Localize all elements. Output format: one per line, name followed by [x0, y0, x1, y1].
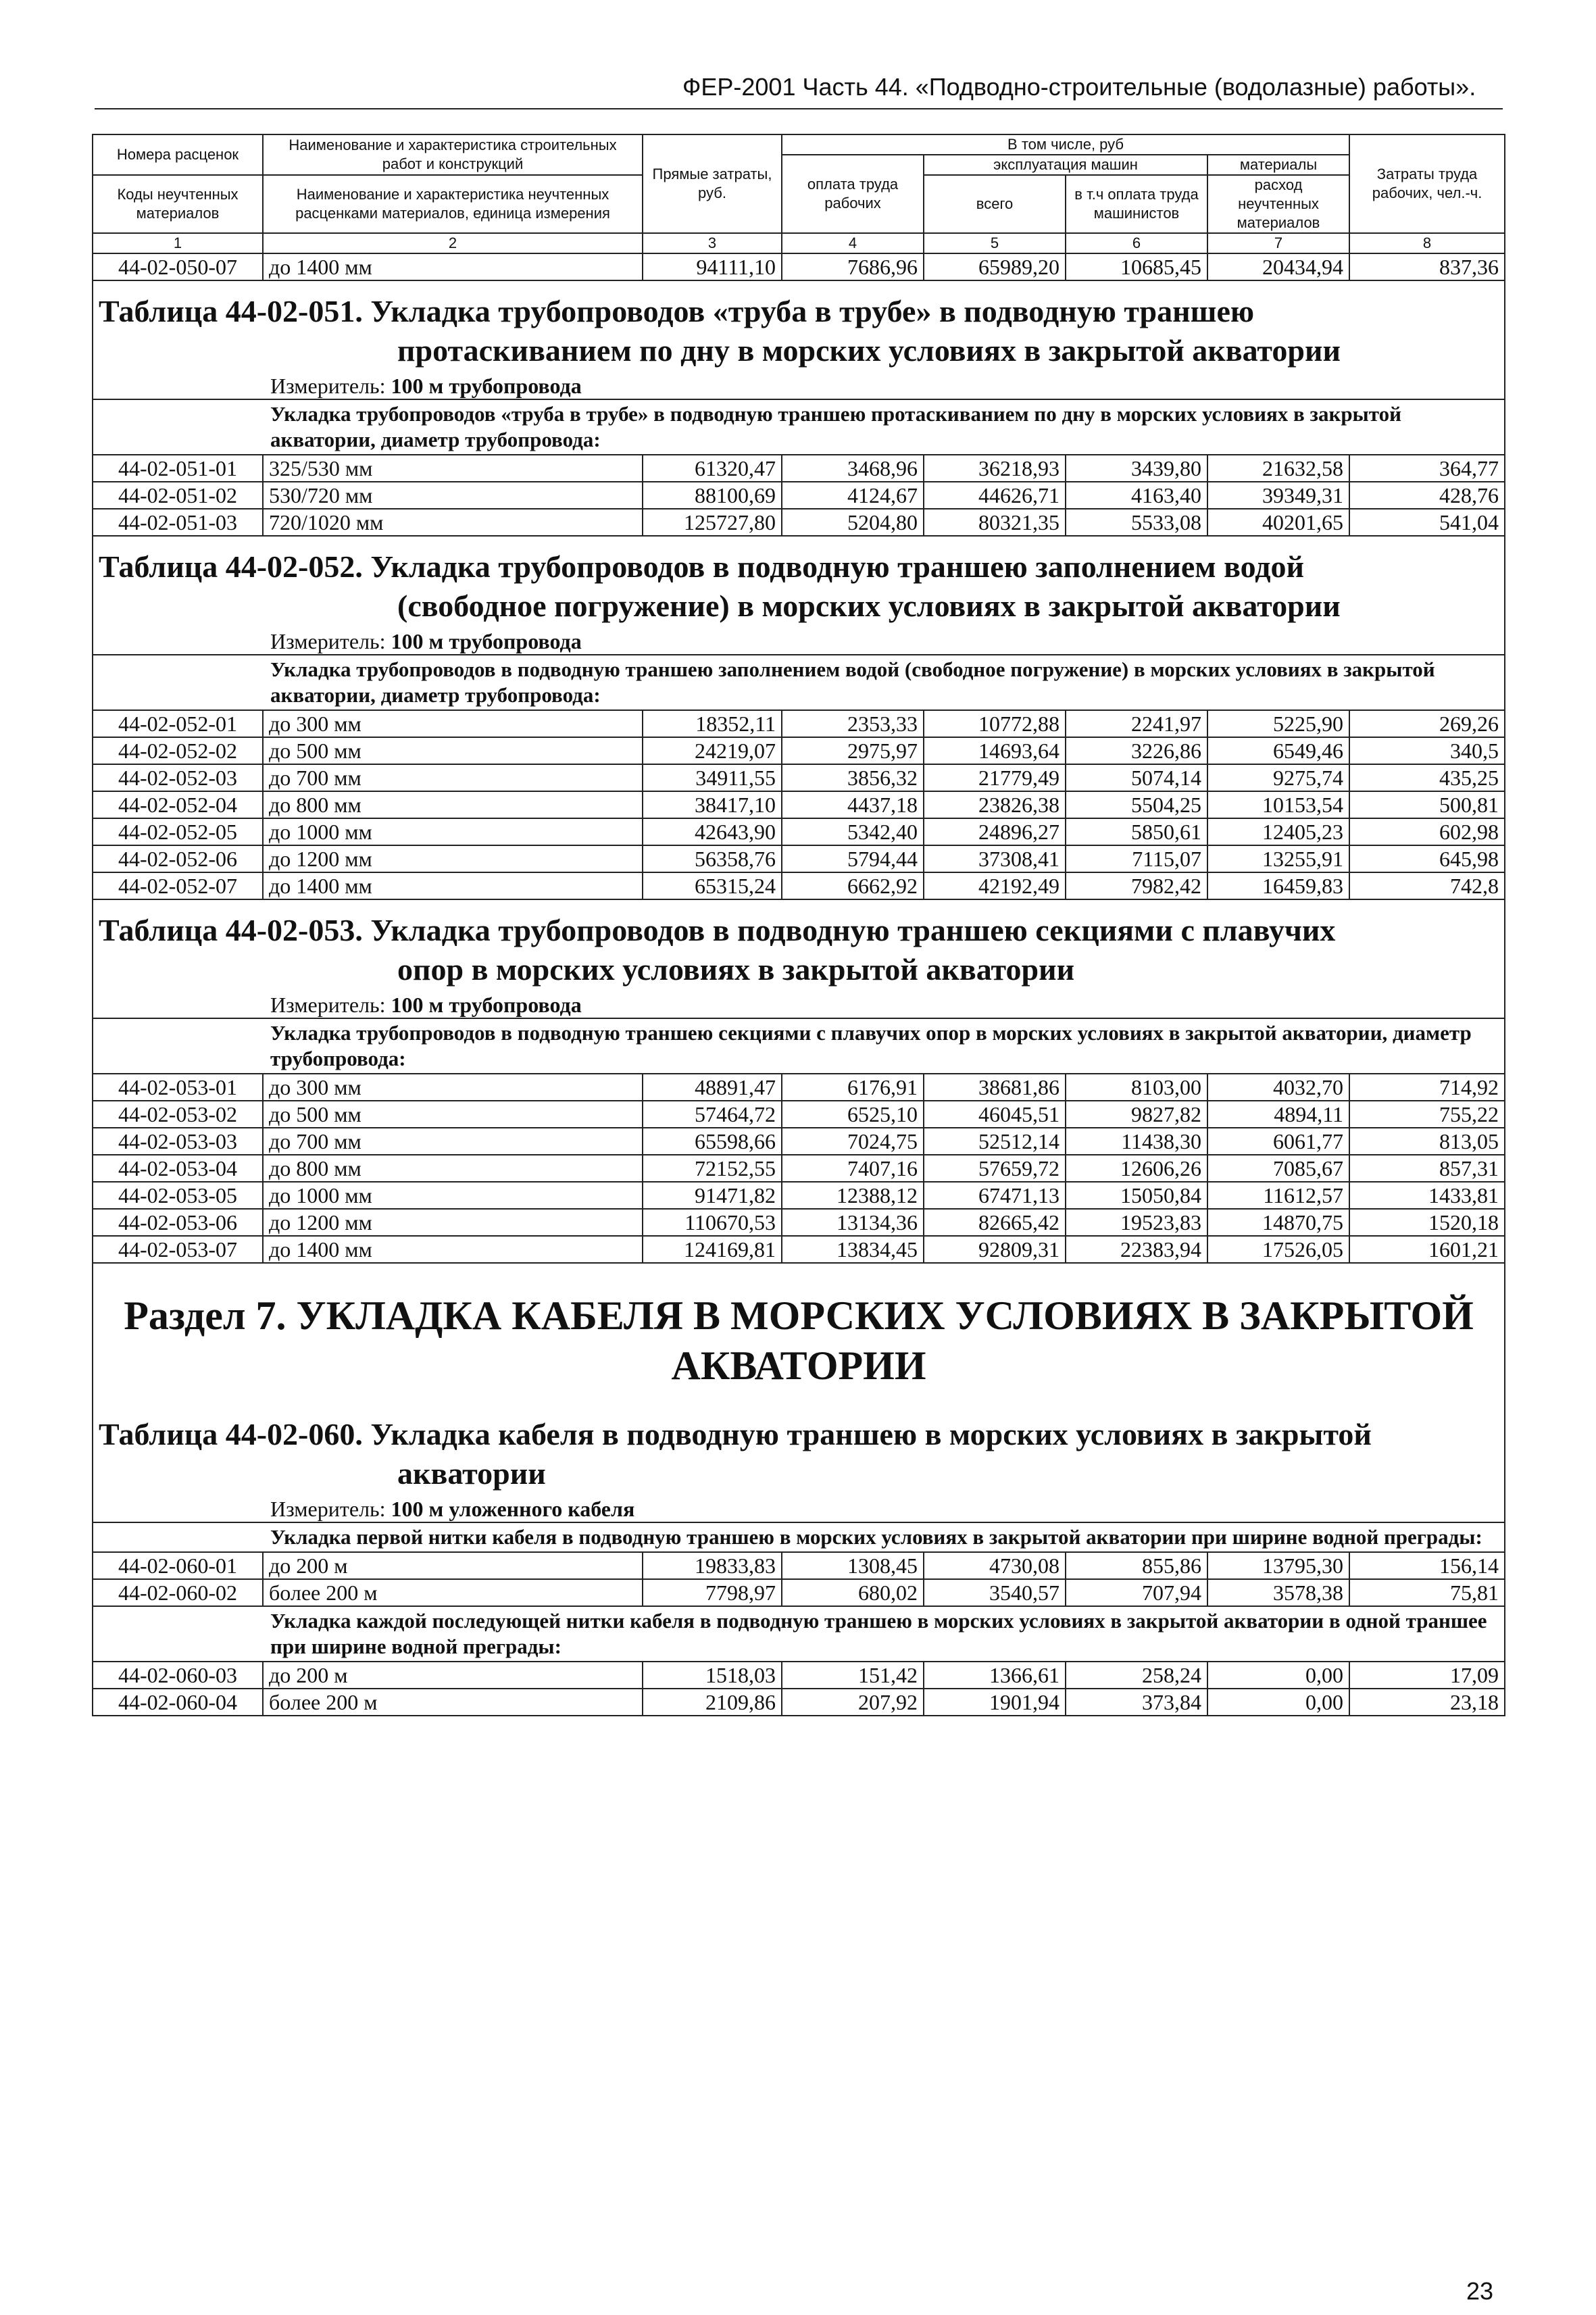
machine-total-value: 21779,49 — [924, 764, 1066, 791]
rate-name: до 200 м — [263, 1662, 643, 1689]
rate-code: 44-02-053-03 — [93, 1128, 263, 1155]
material-value: 21632,58 — [1207, 455, 1349, 482]
worker-pay-value: 4437,18 — [782, 791, 924, 818]
rate-name: до 500 мм — [263, 737, 643, 764]
direct-costs-value: 48891,47 — [643, 1074, 782, 1101]
direct-costs-value: 110670,53 — [643, 1209, 782, 1236]
table-row — [93, 872, 1505, 899]
rate-code: 44-02-050-07 — [93, 253, 263, 280]
operator-pay-value: 8103,00 — [1066, 1074, 1207, 1101]
table-row — [93, 791, 1505, 818]
operator-pay-value: 19523,83 — [1066, 1209, 1207, 1236]
worker-pay-value: 4124,67 — [782, 482, 924, 509]
machine-total-value: 44626,71 — [924, 482, 1066, 509]
measure-unit — [93, 370, 1505, 399]
direct-costs-value: 1518,03 — [643, 1662, 782, 1689]
table-row — [93, 710, 1505, 737]
worker-pay-value: 13134,36 — [782, 1209, 924, 1236]
col-number: 7 — [1207, 233, 1349, 253]
operator-pay-value: 10685,45 — [1066, 253, 1207, 280]
labor-hours-value: 156,14 — [1349, 1552, 1505, 1579]
section-7 — [93, 1263, 1505, 1404]
table-title-line: опор в морских условиях в закрытой акватории — [397, 952, 1075, 987]
labor-hours-value: 857,31 — [1349, 1155, 1505, 1182]
page-number: 23 — [1466, 2277, 1494, 2305]
table-row — [93, 509, 1505, 536]
rate-code: 44-02-060-01 — [93, 1552, 263, 1579]
rate-code: 44-02-060-02 — [93, 1579, 263, 1606]
rate-name: до 800 мм — [263, 791, 643, 818]
machine-total-value: 36218,93 — [924, 455, 1066, 482]
table-row — [93, 1579, 1505, 1606]
rate-name: до 1200 мм — [263, 845, 643, 872]
table-row — [93, 1074, 1505, 1101]
operator-pay-value: 15050,84 — [1066, 1182, 1207, 1209]
material-value: 4894,11 — [1207, 1101, 1349, 1128]
operator-pay-value: 12606,26 — [1066, 1155, 1207, 1182]
direct-costs-value: 125727,80 — [643, 509, 782, 536]
material-value: 4032,70 — [1207, 1074, 1349, 1101]
material-value: 13795,30 — [1207, 1552, 1349, 1579]
machine-total-value: 80321,35 — [924, 509, 1066, 536]
price-table — [92, 134, 1505, 1716]
operator-pay-value: 5504,25 — [1066, 791, 1207, 818]
operator-pay-value: 855,86 — [1066, 1552, 1207, 1579]
table-title-line: Таблица 44-02-051. Укладка трубопроводов «труба в трубе» в подводную траншею — [99, 294, 1255, 328]
material-value: 20434,94 — [1207, 253, 1349, 280]
labor-hours-value: 364,77 — [1349, 455, 1505, 482]
labor-hours-value: 1433,81 — [1349, 1182, 1505, 1209]
machine-total-value: 92809,31 — [924, 1236, 1066, 1263]
rate-code: 44-02-053-05 — [93, 1182, 263, 1209]
measure-label: Измеритель: — [270, 374, 391, 398]
table-title-line: Таблица 44-02-053. Укладка трубопроводов в подводную траншею секциями с плавучих — [99, 913, 1336, 947]
direct-costs-value: 57464,72 — [643, 1101, 782, 1128]
machine-total-value: 82665,42 — [924, 1209, 1066, 1236]
labor-hours-value: 645,98 — [1349, 845, 1505, 872]
col-header-rate-numbers: Номера расценок — [93, 134, 263, 175]
worker-pay-value: 12388,12 — [782, 1182, 924, 1209]
labor-hours-value: 1520,18 — [1349, 1209, 1505, 1236]
col-number: 4 — [782, 233, 924, 253]
rate-code: 44-02-053-04 — [93, 1155, 263, 1182]
measure-value: 100 м трубопровода — [391, 629, 582, 653]
worker-pay-value: 7407,16 — [782, 1155, 924, 1182]
direct-costs-value: 124169,81 — [643, 1236, 782, 1263]
rate-name: более 200 м — [263, 1689, 643, 1716]
labor-hours-value: 23,18 — [1349, 1689, 1505, 1716]
machine-total-value: 23826,38 — [924, 791, 1066, 818]
material-value: 16459,83 — [1207, 872, 1349, 899]
direct-costs-value: 91471,82 — [643, 1182, 782, 1209]
labor-hours-value: 435,25 — [1349, 764, 1505, 791]
rate-code: 44-02-052-06 — [93, 845, 263, 872]
direct-costs-value: 2109,86 — [643, 1689, 782, 1716]
labor-hours-value: 428,76 — [1349, 482, 1505, 509]
worker-pay-value: 680,02 — [782, 1579, 924, 1606]
col-header-work-name: Наименование и характеристика строительных работ и конструкций — [263, 134, 643, 175]
labor-hours-value: 813,05 — [1349, 1128, 1505, 1155]
operator-pay-value: 11438,30 — [1066, 1128, 1207, 1155]
table-row — [93, 1182, 1505, 1209]
table-title-line: Таблица 44-02-052. Укладка трубопроводов в подводную траншею заполнением водой — [99, 549, 1305, 584]
col-header-materials: материалы — [1207, 155, 1349, 175]
table-row — [93, 253, 1505, 280]
measure-unit — [93, 626, 1505, 655]
table-060 — [93, 1404, 1505, 1716]
col-header-machine-use: эксплуатация машин — [924, 155, 1207, 175]
section-title — [93, 1263, 1505, 1404]
table-title-line: акватории — [397, 1456, 546, 1491]
machine-total-value: 65989,20 — [924, 253, 1066, 280]
table-row — [93, 482, 1505, 509]
material-value: 3578,38 — [1207, 1579, 1349, 1606]
col-header-material-name: Наименование и характеристика неучтенных расценками материалов, единица измерения — [263, 175, 643, 233]
table-row — [93, 737, 1505, 764]
rate-code: 44-02-052-01 — [93, 710, 263, 737]
rate-name: до 1400 мм — [263, 253, 643, 280]
operator-pay-value: 2241,97 — [1066, 710, 1207, 737]
rate-name: до 1400 мм — [263, 872, 643, 899]
rate-name: 720/1020 мм — [263, 509, 643, 536]
worker-pay-value: 6662,92 — [782, 872, 924, 899]
rate-code: 44-02-053-02 — [93, 1101, 263, 1128]
col-number: 8 — [1349, 233, 1505, 253]
worker-pay-value: 3856,32 — [782, 764, 924, 791]
measure-label: Измеритель: — [270, 629, 391, 653]
table-052-title — [93, 536, 1505, 626]
material-value: 39349,31 — [1207, 482, 1349, 509]
measure-value: 100 м трубопровода — [391, 993, 582, 1017]
labor-hours-value: 500,81 — [1349, 791, 1505, 818]
table-051-title — [93, 280, 1505, 370]
col-header-material-use: расход неучтенных материалов — [1207, 175, 1349, 233]
group-description: Укладка трубопроводов «труба в трубе» в подводную траншею протаскиванием по дну в морских условиях в закрытой акватории, диаметр трубопровода: — [93, 399, 1505, 455]
worker-pay-value: 7024,75 — [782, 1128, 924, 1155]
table-row — [93, 764, 1505, 791]
price-table-page — [92, 134, 1504, 1716]
col-header-worker-pay: оплата труда рабочих — [782, 155, 924, 233]
table-row — [93, 1128, 1505, 1155]
rate-name: более 200 м — [263, 1579, 643, 1606]
worker-pay-value: 2353,33 — [782, 710, 924, 737]
group-description: Укладка первой нитки кабеля в подводную траншею в морских условиях в закрытой акватории при ширине водной преграды: — [93, 1522, 1505, 1552]
material-value: 7085,67 — [1207, 1155, 1349, 1182]
direct-costs-value: 24219,07 — [643, 737, 782, 764]
labor-hours-value: 602,98 — [1349, 818, 1505, 845]
material-value: 6061,77 — [1207, 1128, 1349, 1155]
rate-name: до 1200 мм — [263, 1209, 643, 1236]
labor-hours-value: 75,81 — [1349, 1579, 1505, 1606]
rate-code: 44-02-052-05 — [93, 818, 263, 845]
rate-name: до 500 мм — [263, 1101, 643, 1128]
rate-code: 44-02-053-01 — [93, 1074, 263, 1101]
labor-hours-value: 541,04 — [1349, 509, 1505, 536]
labor-hours-value: 269,26 — [1349, 710, 1505, 737]
table-row — [93, 1155, 1505, 1182]
material-value: 6549,46 — [1207, 737, 1349, 764]
rate-code: 44-02-051-02 — [93, 482, 263, 509]
worker-pay-value: 6525,10 — [782, 1101, 924, 1128]
col-number: 1 — [93, 233, 263, 253]
labor-hours-value: 755,22 — [1349, 1101, 1505, 1128]
header-rule — [95, 108, 1503, 109]
machine-total-value: 1366,61 — [924, 1662, 1066, 1689]
machine-total-value: 10772,88 — [924, 710, 1066, 737]
direct-costs-value: 65598,66 — [643, 1128, 782, 1155]
rate-code: 44-02-053-06 — [93, 1209, 263, 1236]
col-number: 6 — [1066, 233, 1207, 253]
table-row — [93, 1101, 1505, 1128]
operator-pay-value: 3439,80 — [1066, 455, 1207, 482]
rate-name: до 700 мм — [263, 1128, 643, 1155]
col-number: 3 — [643, 233, 782, 253]
direct-costs-value: 65315,24 — [643, 872, 782, 899]
material-value: 0,00 — [1207, 1689, 1349, 1716]
operator-pay-value: 5850,61 — [1066, 818, 1207, 845]
rate-code: 44-02-052-07 — [93, 872, 263, 899]
operator-pay-value: 7115,07 — [1066, 845, 1207, 872]
rate-code: 44-02-060-04 — [93, 1689, 263, 1716]
machine-total-value: 4730,08 — [924, 1552, 1066, 1579]
material-value: 13255,91 — [1207, 845, 1349, 872]
material-value: 12405,23 — [1207, 818, 1349, 845]
worker-pay-value: 207,92 — [782, 1689, 924, 1716]
table-row — [93, 1209, 1505, 1236]
direct-costs-value: 94111,10 — [643, 253, 782, 280]
material-value: 9275,74 — [1207, 764, 1349, 791]
machine-total-value: 1901,94 — [924, 1689, 1066, 1716]
machine-total-value: 42192,49 — [924, 872, 1066, 899]
table-title-line: протаскиванием по дну в морских условиях в закрытой акватории — [397, 333, 1341, 368]
material-value: 11612,57 — [1207, 1182, 1349, 1209]
table-row — [93, 818, 1505, 845]
rate-name: до 1000 мм — [263, 818, 643, 845]
measure-value: 100 м трубопровода — [391, 374, 582, 398]
col-number: 5 — [924, 233, 1066, 253]
machine-total-value: 38681,86 — [924, 1074, 1066, 1101]
labor-hours-value: 1601,21 — [1349, 1236, 1505, 1263]
labor-hours-value: 837,36 — [1349, 253, 1505, 280]
group-description: Укладка трубопроводов в подводную траншею секциями с плавучих опор в морских условиях в закрытой акватории, диаметр трубопровода: — [93, 1018, 1505, 1074]
machine-total-value: 46045,51 — [924, 1101, 1066, 1128]
worker-pay-value: 5204,80 — [782, 509, 924, 536]
machine-total-value: 3540,57 — [924, 1579, 1066, 1606]
direct-costs-value: 38417,10 — [643, 791, 782, 818]
table-row — [93, 845, 1505, 872]
section-title-line: АКВАТОРИИ — [671, 1343, 926, 1388]
direct-costs-value: 56358,76 — [643, 845, 782, 872]
col-header-operator-pay: в т.ч оплата труда машинистов — [1066, 175, 1207, 233]
direct-costs-value: 34911,55 — [643, 764, 782, 791]
page-header: ФЕР-2001 Часть 44. «Подводно-строительные (водолазные) работы». — [682, 73, 1476, 101]
material-value: 0,00 — [1207, 1662, 1349, 1689]
operator-pay-value: 3226,86 — [1066, 737, 1207, 764]
rate-name: до 700 мм — [263, 764, 643, 791]
measure-unit — [93, 989, 1505, 1018]
rate-code: 44-02-060-03 — [93, 1662, 263, 1689]
rate-code: 44-02-052-02 — [93, 737, 263, 764]
worker-pay-value: 7686,96 — [782, 253, 924, 280]
measure-unit — [93, 1493, 1505, 1522]
table-053 — [93, 899, 1505, 1263]
operator-pay-value: 4163,40 — [1066, 482, 1207, 509]
rate-code: 44-02-051-03 — [93, 509, 263, 536]
col-header-labor-hours: Затраты труда рабочих, чел.-ч. — [1349, 134, 1505, 233]
direct-costs-value: 7798,97 — [643, 1579, 782, 1606]
rate-code: 44-02-053-07 — [93, 1236, 263, 1263]
labor-hours-value: 742,8 — [1349, 872, 1505, 899]
direct-costs-value: 88100,69 — [643, 482, 782, 509]
material-value: 40201,65 — [1207, 509, 1349, 536]
table-title-line: (свободное погружение) в морских условиях в закрытой акватории — [397, 589, 1341, 623]
section-title-line: Раздел 7. УКЛАДКА КАБЕЛЯ В МОРСКИХ УСЛОВИЯХ В ЗАКРЫТОЙ — [124, 1293, 1474, 1338]
worker-pay-value: 5794,44 — [782, 845, 924, 872]
labor-hours-value: 714,92 — [1349, 1074, 1505, 1101]
worker-pay-value: 2975,97 — [782, 737, 924, 764]
col-header-direct-costs: Прямые затраты, руб. — [643, 134, 782, 233]
rate-name: до 200 м — [263, 1552, 643, 1579]
table-051 — [93, 280, 1505, 536]
machine-total-value: 57659,72 — [924, 1155, 1066, 1182]
direct-costs-value: 42643,90 — [643, 818, 782, 845]
labor-hours-value: 340,5 — [1349, 737, 1505, 764]
group-description: Укладка каждой последующей нитки кабеля в подводную траншею в морских условиях в закрытой акватории в одной траншее при ширине водной преграды: — [93, 1606, 1505, 1662]
direct-costs-value: 72152,55 — [643, 1155, 782, 1182]
table-row — [93, 455, 1505, 482]
table-row — [93, 1662, 1505, 1689]
col-header-including: В том числе, руб — [782, 134, 1349, 155]
col-header-machine-total: всего — [924, 175, 1066, 233]
machine-total-value: 14693,64 — [924, 737, 1066, 764]
rate-name: до 1000 мм — [263, 1182, 643, 1209]
rate-name: до 300 мм — [263, 1074, 643, 1101]
direct-costs-value: 61320,47 — [643, 455, 782, 482]
material-value: 10153,54 — [1207, 791, 1349, 818]
rate-name: до 800 мм — [263, 1155, 643, 1182]
worker-pay-value: 13834,45 — [782, 1236, 924, 1263]
worker-pay-value: 151,42 — [782, 1662, 924, 1689]
operator-pay-value: 5074,14 — [1066, 764, 1207, 791]
table-053-title — [93, 899, 1505, 989]
machine-total-value: 24896,27 — [924, 818, 1066, 845]
table-row — [93, 1689, 1505, 1716]
measure-value: 100 м уложенного кабеля — [391, 1497, 635, 1521]
material-value: 17526,05 — [1207, 1236, 1349, 1263]
material-value: 14870,75 — [1207, 1209, 1349, 1236]
worker-pay-value: 5342,40 — [782, 818, 924, 845]
col-number: 2 — [263, 233, 643, 253]
material-value: 5225,90 — [1207, 710, 1349, 737]
measure-label: Измеритель: — [270, 1497, 391, 1521]
machine-total-value: 67471,13 — [924, 1182, 1066, 1209]
column-headers — [93, 134, 1505, 253]
operator-pay-value: 258,24 — [1066, 1662, 1207, 1689]
table-title-line: Таблица 44-02-060. Укладка кабеля в подводную траншею в морских условиях в закрытой — [99, 1417, 1372, 1451]
table-row — [93, 1552, 1505, 1579]
machine-total-value: 52512,14 — [924, 1128, 1066, 1155]
rate-name: 530/720 мм — [263, 482, 643, 509]
rate-name: 325/530 мм — [263, 455, 643, 482]
direct-costs-value: 19833,83 — [643, 1552, 782, 1579]
rate-name: до 1400 мм — [263, 1236, 643, 1263]
worker-pay-value: 3468,96 — [782, 455, 924, 482]
operator-pay-value: 22383,94 — [1066, 1236, 1207, 1263]
operator-pay-value: 373,84 — [1066, 1689, 1207, 1716]
labor-hours-value: 17,09 — [1349, 1662, 1505, 1689]
col-header-material-codes: Коды неучтенных материалов — [93, 175, 263, 233]
measure-label: Измеритель: — [270, 993, 391, 1017]
table-060-title — [93, 1404, 1505, 1493]
rate-code: 44-02-052-03 — [93, 764, 263, 791]
first-row-section — [93, 253, 1505, 280]
operator-pay-value: 707,94 — [1066, 1579, 1207, 1606]
operator-pay-value: 7982,42 — [1066, 872, 1207, 899]
group-description: Укладка трубопроводов в подводную траншею заполнением водой (свободное погружение) в морских условиях в закрытой акватории, диаметр трубопровода: — [93, 655, 1505, 710]
table-052 — [93, 536, 1505, 899]
direct-costs-value: 18352,11 — [643, 710, 782, 737]
worker-pay-value: 1308,45 — [782, 1552, 924, 1579]
operator-pay-value: 5533,08 — [1066, 509, 1207, 536]
rate-code: 44-02-051-01 — [93, 455, 263, 482]
column-number-row — [93, 233, 1505, 253]
operator-pay-value: 9827,82 — [1066, 1101, 1207, 1128]
table-row — [93, 1236, 1505, 1263]
rate-code: 44-02-052-04 — [93, 791, 263, 818]
rate-name: до 300 мм — [263, 710, 643, 737]
machine-total-value: 37308,41 — [924, 845, 1066, 872]
worker-pay-value: 6176,91 — [782, 1074, 924, 1101]
